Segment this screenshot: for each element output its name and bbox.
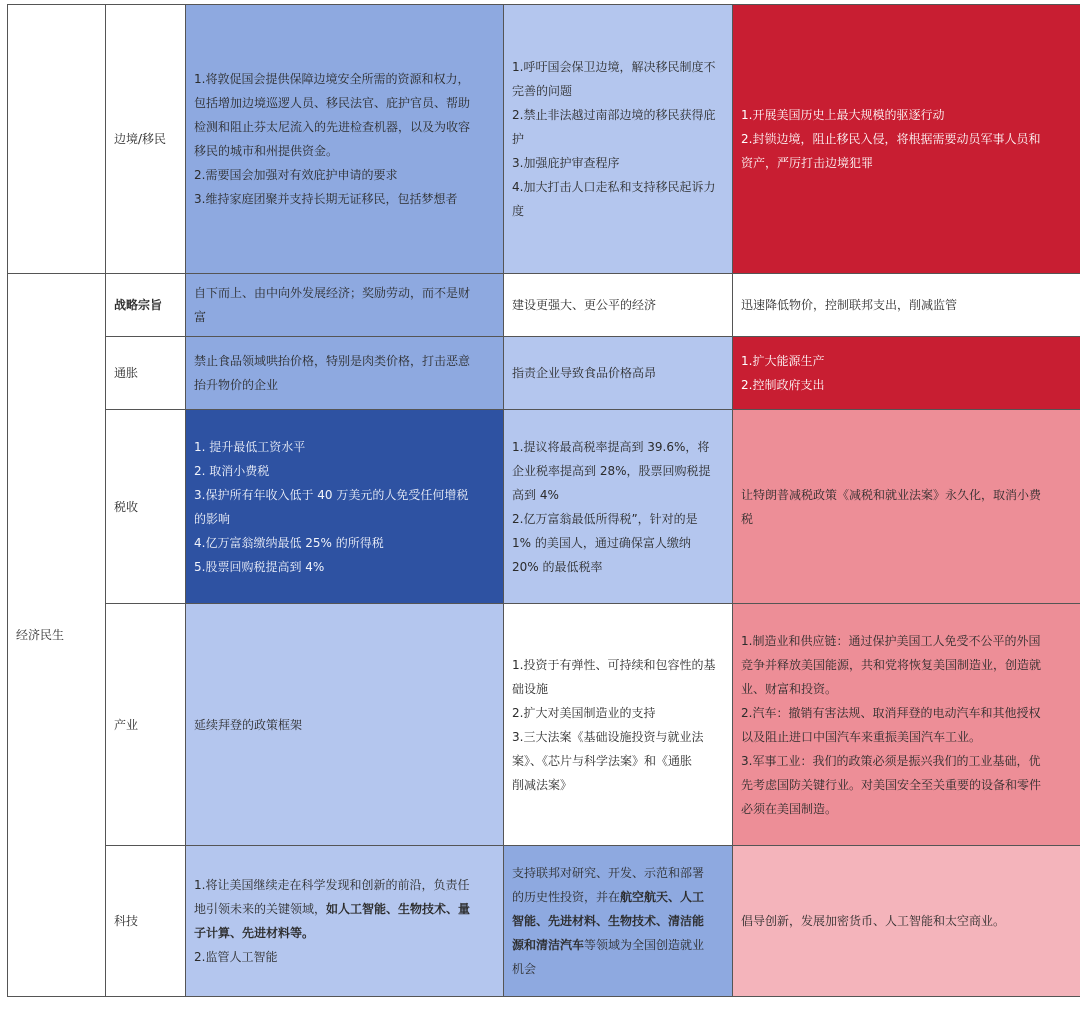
text-line: 1. 提升最低工资水平: [194, 439, 306, 454]
text-line: 必须在美国制造。: [741, 801, 838, 816]
table-row-industry: [8, 604, 1080, 846]
table-row-inflation: [8, 337, 1080, 410]
topic-strategy: 战略宗旨: [106, 274, 186, 337]
text-line: 让特朗普减税政策《减税和就业法案》永久化，取消小费: [741, 487, 1042, 502]
text-line: 3.三大法案《基础设施投资与就业法: [512, 729, 704, 744]
cell-industry-col2: [504, 604, 733, 846]
text-line: 3.军事工业：我们的政策必须是振兴我们的工业基础，优: [741, 753, 1041, 768]
text-line: 完善的问题: [512, 84, 573, 98]
text-line: 3.加强庇护审查程序: [512, 156, 620, 170]
topic-border: 边境/移民: [106, 5, 186, 274]
text-line: 2.禁止非法越过南部边境的移民获得庇: [512, 108, 716, 122]
text-line: 1.提议将最高税率提高到 39.6%，将: [512, 439, 710, 454]
text-line: 1% 的美国人，通过确保富人缴纳: [512, 535, 691, 550]
highlight-text: 源和清洁汽车: [512, 938, 585, 952]
topic-industry: 产业: [106, 604, 186, 846]
cell-strategy-col3: [733, 274, 1080, 337]
text-line: 1.投资于有弹性、可持续和包容性的基: [512, 657, 716, 672]
text-line: [512, 909, 724, 933]
highlight-text: 如人工智能、生物技术、量: [326, 902, 471, 916]
cell-strategy-col2: [504, 274, 733, 337]
cell-tax-col1: [186, 410, 504, 604]
cell-tax-col3: [733, 410, 1080, 604]
text-line: 建设更强大、更公平的经济: [512, 298, 657, 312]
text-line: 竞争并释放美国能源，共和党将恢复美国制造业，创造就: [741, 657, 1042, 672]
text-run: 地引领未来的关键领域，: [194, 902, 327, 916]
text-line: 业、财富和投资。: [741, 681, 838, 696]
text-run: 的历史性投资，并在: [512, 890, 621, 904]
cell-industry-col3: [733, 604, 1080, 846]
text-line: 1.呼吁国会保卫边境，解决移民制度不: [512, 60, 716, 74]
text-line: 案》、《芯片与科学法案》和《通胀: [512, 753, 693, 768]
text-run: 等领域为全国创造就业: [584, 938, 705, 952]
text-line: 迅速降低物价，控制联邦支出，削减监管: [741, 298, 958, 312]
highlight-text: 子计算、先进材料等。: [194, 926, 315, 940]
cell-border-col2: [504, 5, 733, 274]
text-line: 础设施: [512, 681, 549, 696]
text-line: 以及阻止进口中国汽车来重振美国汽车工业。: [741, 729, 982, 744]
text-line: 移民的城市和州提供资金。: [194, 144, 339, 158]
cell-tech-col3: [733, 846, 1080, 997]
text-line: 1.扩大能源生产: [741, 354, 825, 368]
cell-strategy-col1: [186, 274, 504, 337]
topic-inflation: 通胀: [106, 337, 186, 410]
text-line: [194, 897, 495, 921]
text-line: 2. 取消小费税: [194, 463, 270, 478]
cell-tech-col2: [504, 846, 733, 997]
text-line: 抬升物价的企业: [194, 378, 279, 392]
text-line: 度: [512, 204, 525, 218]
text-line: 1.开展美国历史上最大规模的驱逐行动: [741, 108, 945, 122]
highlight-text: 航空航天、人工: [620, 890, 705, 904]
text-line: 倡导创新，发展加密货币、人工智能和太空商业。: [741, 914, 1006, 928]
text-line: 机会: [512, 962, 537, 976]
table-row-tech: [8, 846, 1080, 997]
text-line: 5.股票回购税提高到 4%: [194, 559, 325, 574]
cell-inflation-col1: [186, 337, 504, 410]
text-line: 削减法案》: [512, 777, 573, 792]
highlight-text: 智能、先进材料、生物技术、清洁能: [512, 914, 705, 928]
category-economy: 经济民生: [8, 274, 106, 997]
text-line: 自下而上、由中向外发展经济；奖励劳动，而不是财: [194, 286, 471, 300]
text-line: 指责企业导致食品价格高昂: [512, 366, 657, 380]
text-line: 1.制造业和供应链：通过保护美国工人免受不公平的外国: [741, 633, 1041, 648]
text-line: 2.监管人工智能: [194, 950, 278, 964]
category-cell: [8, 5, 106, 274]
text-line: [512, 885, 724, 909]
text-line: 1.将敦促国会提供保障边境安全所需的资源和权力，: [194, 72, 470, 86]
text-line: 3.保护所有年收入低于 40 万美元的人免受任何增税: [194, 487, 469, 502]
text-line: 检测和阻止芬太尼流入的先进检查机器，以及为收容: [194, 120, 471, 134]
cell-industry-col1: [186, 604, 504, 846]
text-line: 20% 的最低税率: [512, 559, 603, 574]
table-row-tax: [8, 410, 1080, 604]
topic-tax: 税收: [106, 410, 186, 604]
text-line: 2.控制政府支出: [741, 378, 825, 392]
policy-comparison-table: [7, 4, 1080, 997]
text-line: 4.亿万富翁缴纳最低 25% 的所得税: [194, 535, 384, 550]
text-line: 延续拜登的政策框架: [194, 717, 303, 732]
cell-tech-col1: [186, 846, 504, 997]
topic-tech: 科技: [106, 846, 186, 997]
cell-inflation-col3: [733, 337, 1080, 410]
text-line: [194, 921, 495, 945]
text-line: 支持联邦对研究、开发、示范和部署: [512, 866, 705, 880]
text-line: 1.将让美国继续走在科学发现和创新的前沿，负责任: [194, 878, 470, 892]
table-row-border: [8, 5, 1080, 274]
cell-tax-col2: [504, 410, 733, 604]
text-line: 包括增加边境巡逻人员、移民法官、庇护官员、帮助: [194, 96, 471, 110]
cell-border-col1: [186, 5, 504, 274]
text-line: 禁止食品领域哄抬价格，特别是肉类价格，打击恶意: [194, 354, 471, 368]
text-line: 资产，严厉打击边境犯罪: [741, 156, 874, 170]
text-line: 护: [512, 132, 525, 146]
text-line: 税: [741, 511, 754, 526]
text-line: 富: [194, 310, 207, 324]
text-line: 2.亿万富翁最低所得税”，针对的是: [512, 511, 698, 526]
text-line: 企业税率提高到 28%，股票回购税提: [512, 463, 711, 478]
text-line: 2.汽车：撤销有害法规、取消拜登的电动汽车和其他授权: [741, 705, 1041, 720]
cell-border-col3: [733, 5, 1080, 274]
text-line: 4.加大打击人口走私和支持移民起诉力: [512, 180, 716, 194]
cell-inflation-col2: [504, 337, 733, 410]
text-line: 高到 4%: [512, 487, 559, 502]
table-row-strategy: [8, 274, 1080, 337]
text-line: 2.需要国会加强对有效庇护申请的要求: [194, 168, 398, 182]
text-line: 2.扩大对美国制造业的支持: [512, 705, 656, 720]
text-line: 3.维持家庭团聚并支持长期无证移民，包括梦想者: [194, 192, 458, 206]
text-line: [512, 933, 724, 957]
text-line: 先考虑国防关键行业。对美国安全至关重要的设备和零件: [741, 777, 1042, 792]
text-line: 2.封锁边境，阻止移民入侵，将根据需要动员军事人员和: [741, 132, 1041, 146]
text-line: 的影响: [194, 511, 231, 526]
